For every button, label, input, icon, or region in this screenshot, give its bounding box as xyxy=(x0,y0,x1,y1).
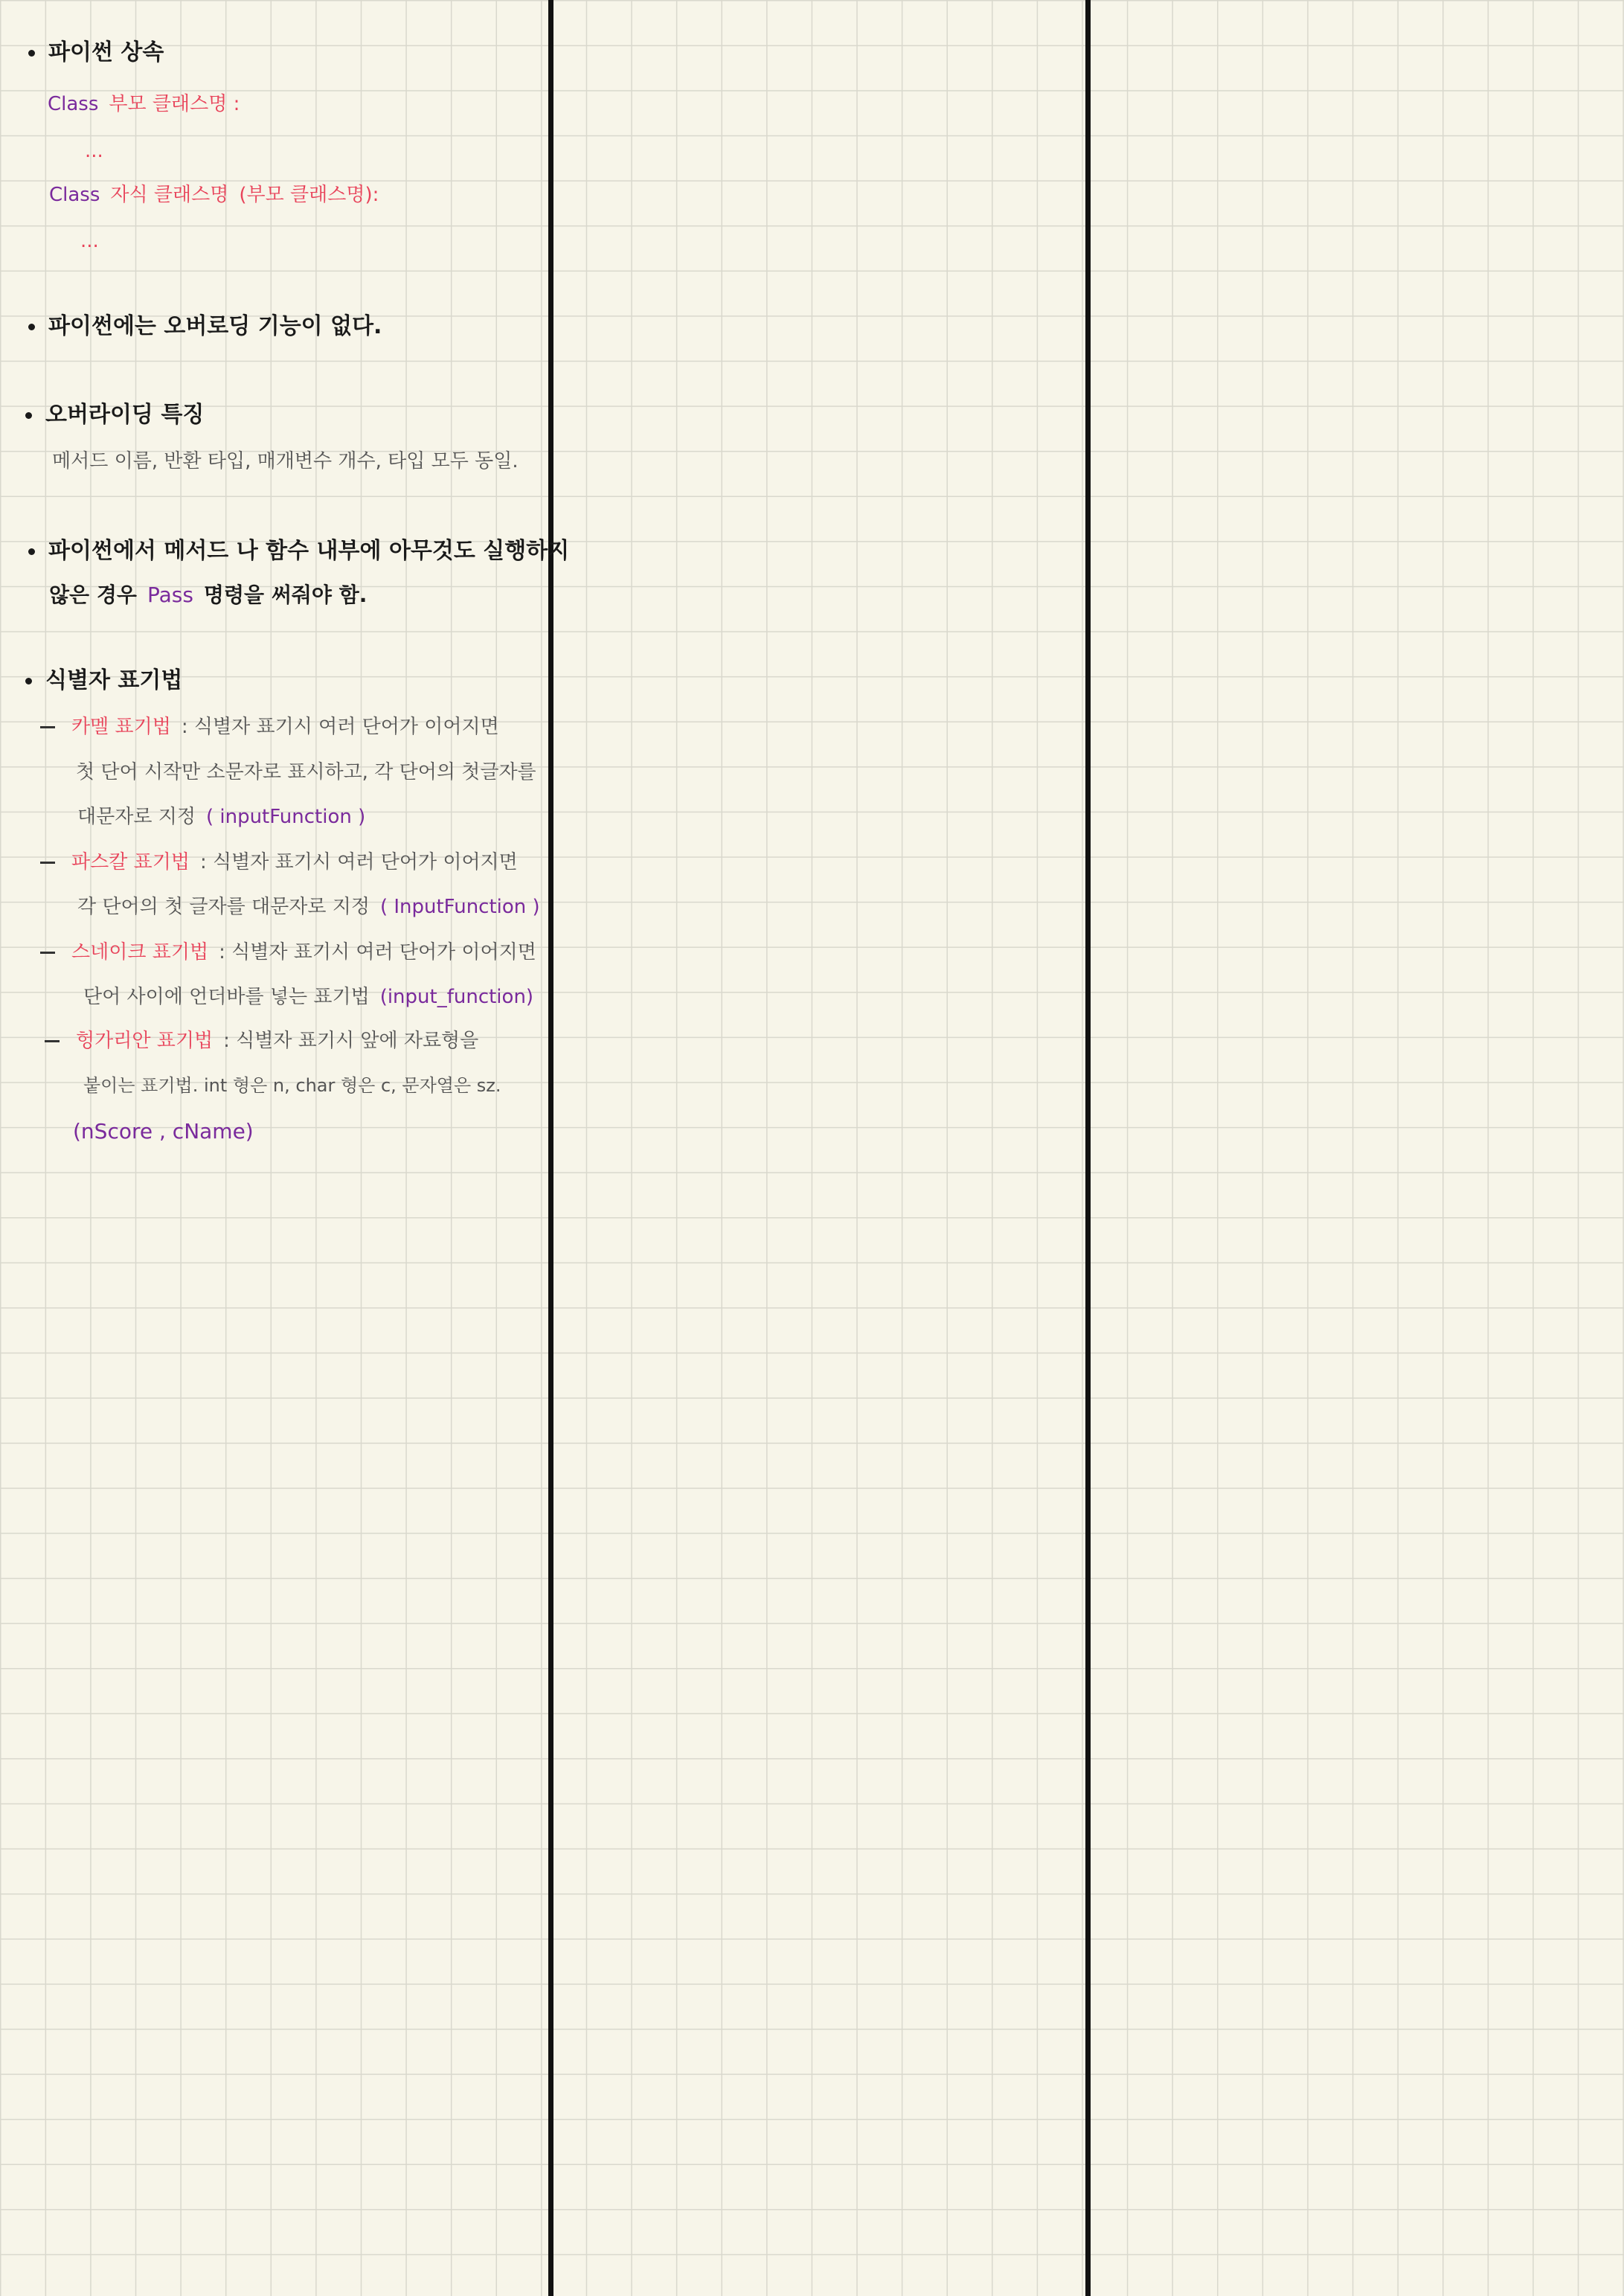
overriding-heading xyxy=(25,403,204,428)
no-overloading-title: 파이썬에는 오버로딩 기능이 없다. xyxy=(48,313,382,339)
hungarian-desc-1: : 식별자 표기시 앞에 자료형을 xyxy=(223,1030,479,1052)
inheritance-heading xyxy=(28,40,164,65)
camel-desc-3: 대문자로 지정 xyxy=(77,806,196,828)
camel-line-1 xyxy=(40,714,499,740)
bullet-icon xyxy=(28,324,35,330)
hungarian-term: 헝가리안 표기법 xyxy=(76,1030,214,1052)
snake-desc-1: : 식별자 표기시 여러 단어가 이어지면 xyxy=(219,941,536,963)
parent-class-name: 부모 클래스명 : xyxy=(109,93,240,115)
no-overloading-heading xyxy=(28,314,382,339)
snake-example: (input_function) xyxy=(379,986,534,1008)
class-keyword: Class xyxy=(48,93,99,115)
hungarian-line-1 xyxy=(45,1028,478,1054)
naming-title: 식별자 표기법 xyxy=(45,667,183,693)
bullet-icon xyxy=(28,548,35,555)
naming-heading xyxy=(25,668,182,693)
dash-icon xyxy=(40,862,55,864)
pass-line-2 xyxy=(49,583,367,608)
camel-term: 카멜 표기법 xyxy=(71,716,171,738)
child-parent-ref: (부모 클래스명): xyxy=(239,184,379,206)
camel-line-3 xyxy=(77,804,365,830)
hungarian-example: (nScore , cName) xyxy=(73,1119,254,1144)
class-keyword: Class xyxy=(49,184,100,206)
pascal-line-1 xyxy=(40,850,518,875)
inheritance-parent-line xyxy=(48,92,240,117)
overriding-body: 메서드 이름, 반환 타입, 매개변수 개수, 타입 모두 동일. xyxy=(52,450,519,472)
column-divider-left xyxy=(548,0,553,2296)
pascal-term: 파스칼 표기법 xyxy=(71,851,190,873)
pass-text-b: 명령을 써줘야 함. xyxy=(203,583,368,607)
pass-keyword: Pass xyxy=(147,583,193,607)
dash-icon xyxy=(40,726,55,728)
snake-term: 스네이크 표기법 xyxy=(71,941,209,963)
dash-icon xyxy=(40,952,55,954)
pascal-example: ( InputFunction ) xyxy=(379,896,540,918)
pass-title: 파이썬에서 메서드 나 함수 내부에 아무것도 실행하지 xyxy=(48,538,570,564)
camel-example: ( inputFunction ) xyxy=(205,806,366,828)
column-divider-right xyxy=(1085,0,1091,2296)
bullet-icon xyxy=(28,50,35,57)
pass-heading xyxy=(28,539,569,564)
pascal-line-2 xyxy=(77,894,540,920)
pascal-desc-1: : 식별자 표기시 여러 단어가 이어지면 xyxy=(199,851,518,873)
pass-text-a: 않은 경우 xyxy=(49,583,137,607)
hungarian-desc-2: 붙이는 표기법. int 형은 n, char 형은 c, 문자열은 sz. xyxy=(83,1075,501,1096)
snake-line-2 xyxy=(83,984,533,1010)
child-body-ellipsis: ... xyxy=(80,230,99,252)
child-class-name: 자식 클래스명 xyxy=(110,184,229,206)
camel-desc-1: : 식별자 표기시 여러 단어가 이어지면 xyxy=(181,716,499,738)
dash-icon xyxy=(45,1040,60,1042)
pascal-desc-2: 각 단어의 첫 글자를 대문자로 지정 xyxy=(77,896,370,918)
overriding-title: 오버라이딩 특징 xyxy=(45,402,205,428)
inheritance-child-line xyxy=(49,182,379,208)
bullet-icon xyxy=(25,678,32,684)
snake-line-1 xyxy=(40,940,536,965)
camel-desc-2: 첫 단어 시작만 소문자로 표시하고, 각 단어의 첫글자를 xyxy=(76,761,536,783)
inheritance-title: 파이썬 상속 xyxy=(48,39,164,65)
parent-body-ellipsis: ... xyxy=(85,140,103,162)
snake-desc-2: 단어 사이에 언더바를 넣는 표기법 xyxy=(83,986,370,1008)
bullet-icon xyxy=(25,412,32,419)
